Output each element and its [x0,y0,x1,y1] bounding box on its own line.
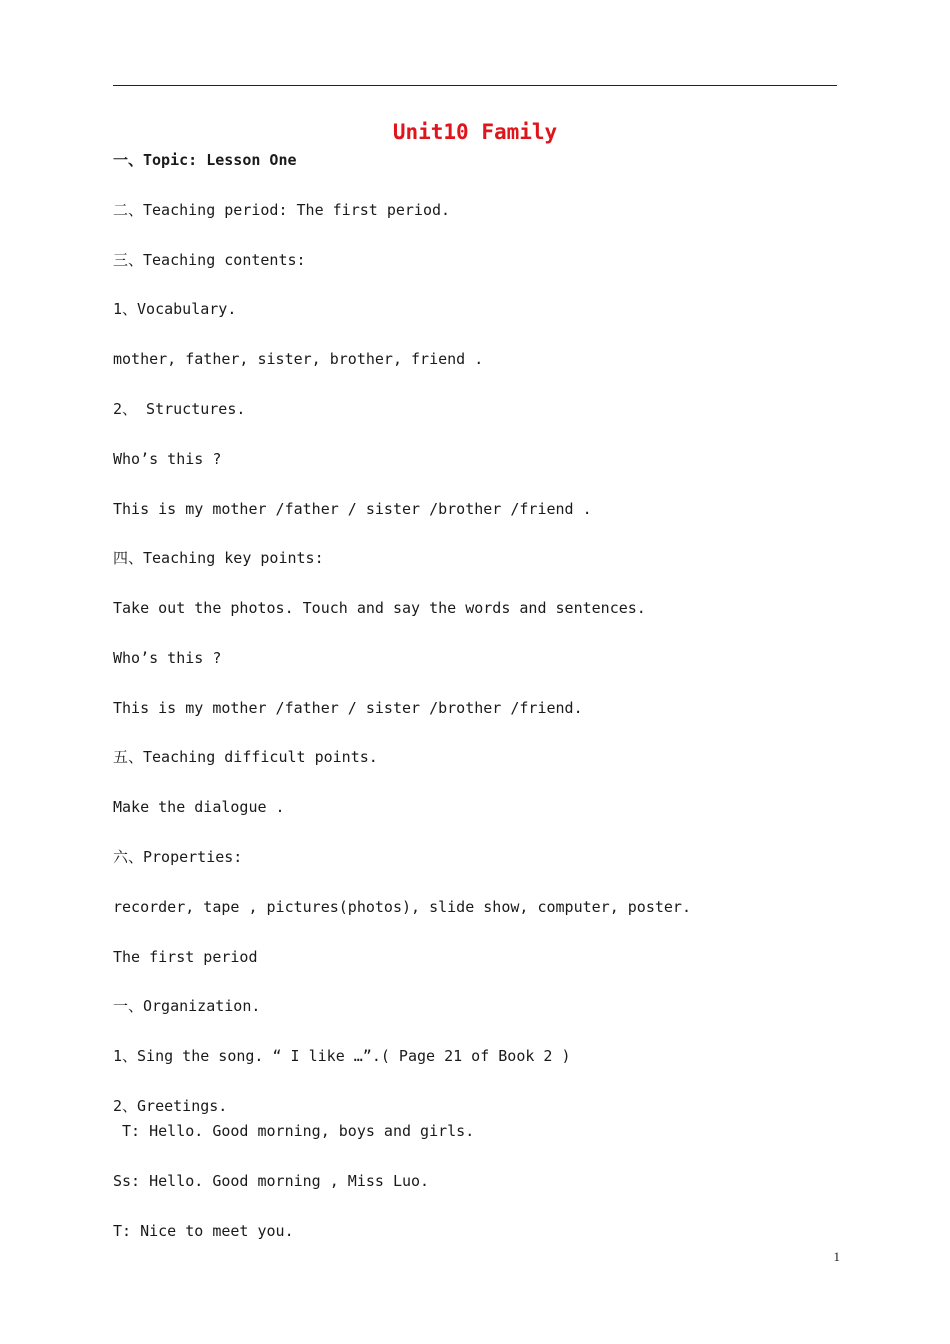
greetings-heading: 2、Greetings. [113,1097,228,1115]
topic-line: 一、Topic: Lesson One [113,151,297,169]
structure-answer: This is my mother /father / sister /brother /friend . [113,500,592,518]
key-points-heading: 四、Teaching key points: [113,549,324,567]
structure-question: Who’s this ? [113,450,222,468]
properties-heading: 六、Properties: [113,848,243,866]
page-number: 1 [833,1249,840,1264]
properties-list: recorder, tape , pictures(photos), slide show, computer, poster. [113,898,691,916]
vocabulary-words: mother, father, sister, brother, friend . [113,350,484,368]
dialogue-teacher-nice: T: Nice to meet you. [113,1222,294,1240]
structures-heading: 2、 Structures. [113,400,246,418]
teaching-period-line: 二、Teaching period: The first period. [113,201,451,219]
key-points-instruction: Take out the photos. Touch and say the words and sentences. [113,599,646,617]
document-title: Unit10 Family [392,120,558,144]
dialogue-teacher-greeting: T: Hello. Good morning, boys and girls. [113,1122,475,1140]
dialogue-students-greeting: Ss: Hello. Good morning , Miss Luo. [113,1172,430,1190]
key-points-question: Who’s this ? [113,649,222,667]
teaching-contents-heading: 三、Teaching contents: [113,251,306,269]
organization-heading: 一、Organization. [113,997,261,1015]
key-points-answer: This is my mother /father / sister /brother /friend. [113,699,583,717]
difficult-points-heading: 五、Teaching difficult points. [113,748,378,766]
header-rule [113,85,837,86]
sing-song-line: 1、Sing the song. “ I like …”.( Page 21 of Book 2 ) [113,1047,571,1065]
first-period-heading: The first period [113,948,258,966]
vocabulary-heading: 1、Vocabulary. [113,300,237,318]
difficult-points-text: Make the dialogue . [113,798,285,816]
